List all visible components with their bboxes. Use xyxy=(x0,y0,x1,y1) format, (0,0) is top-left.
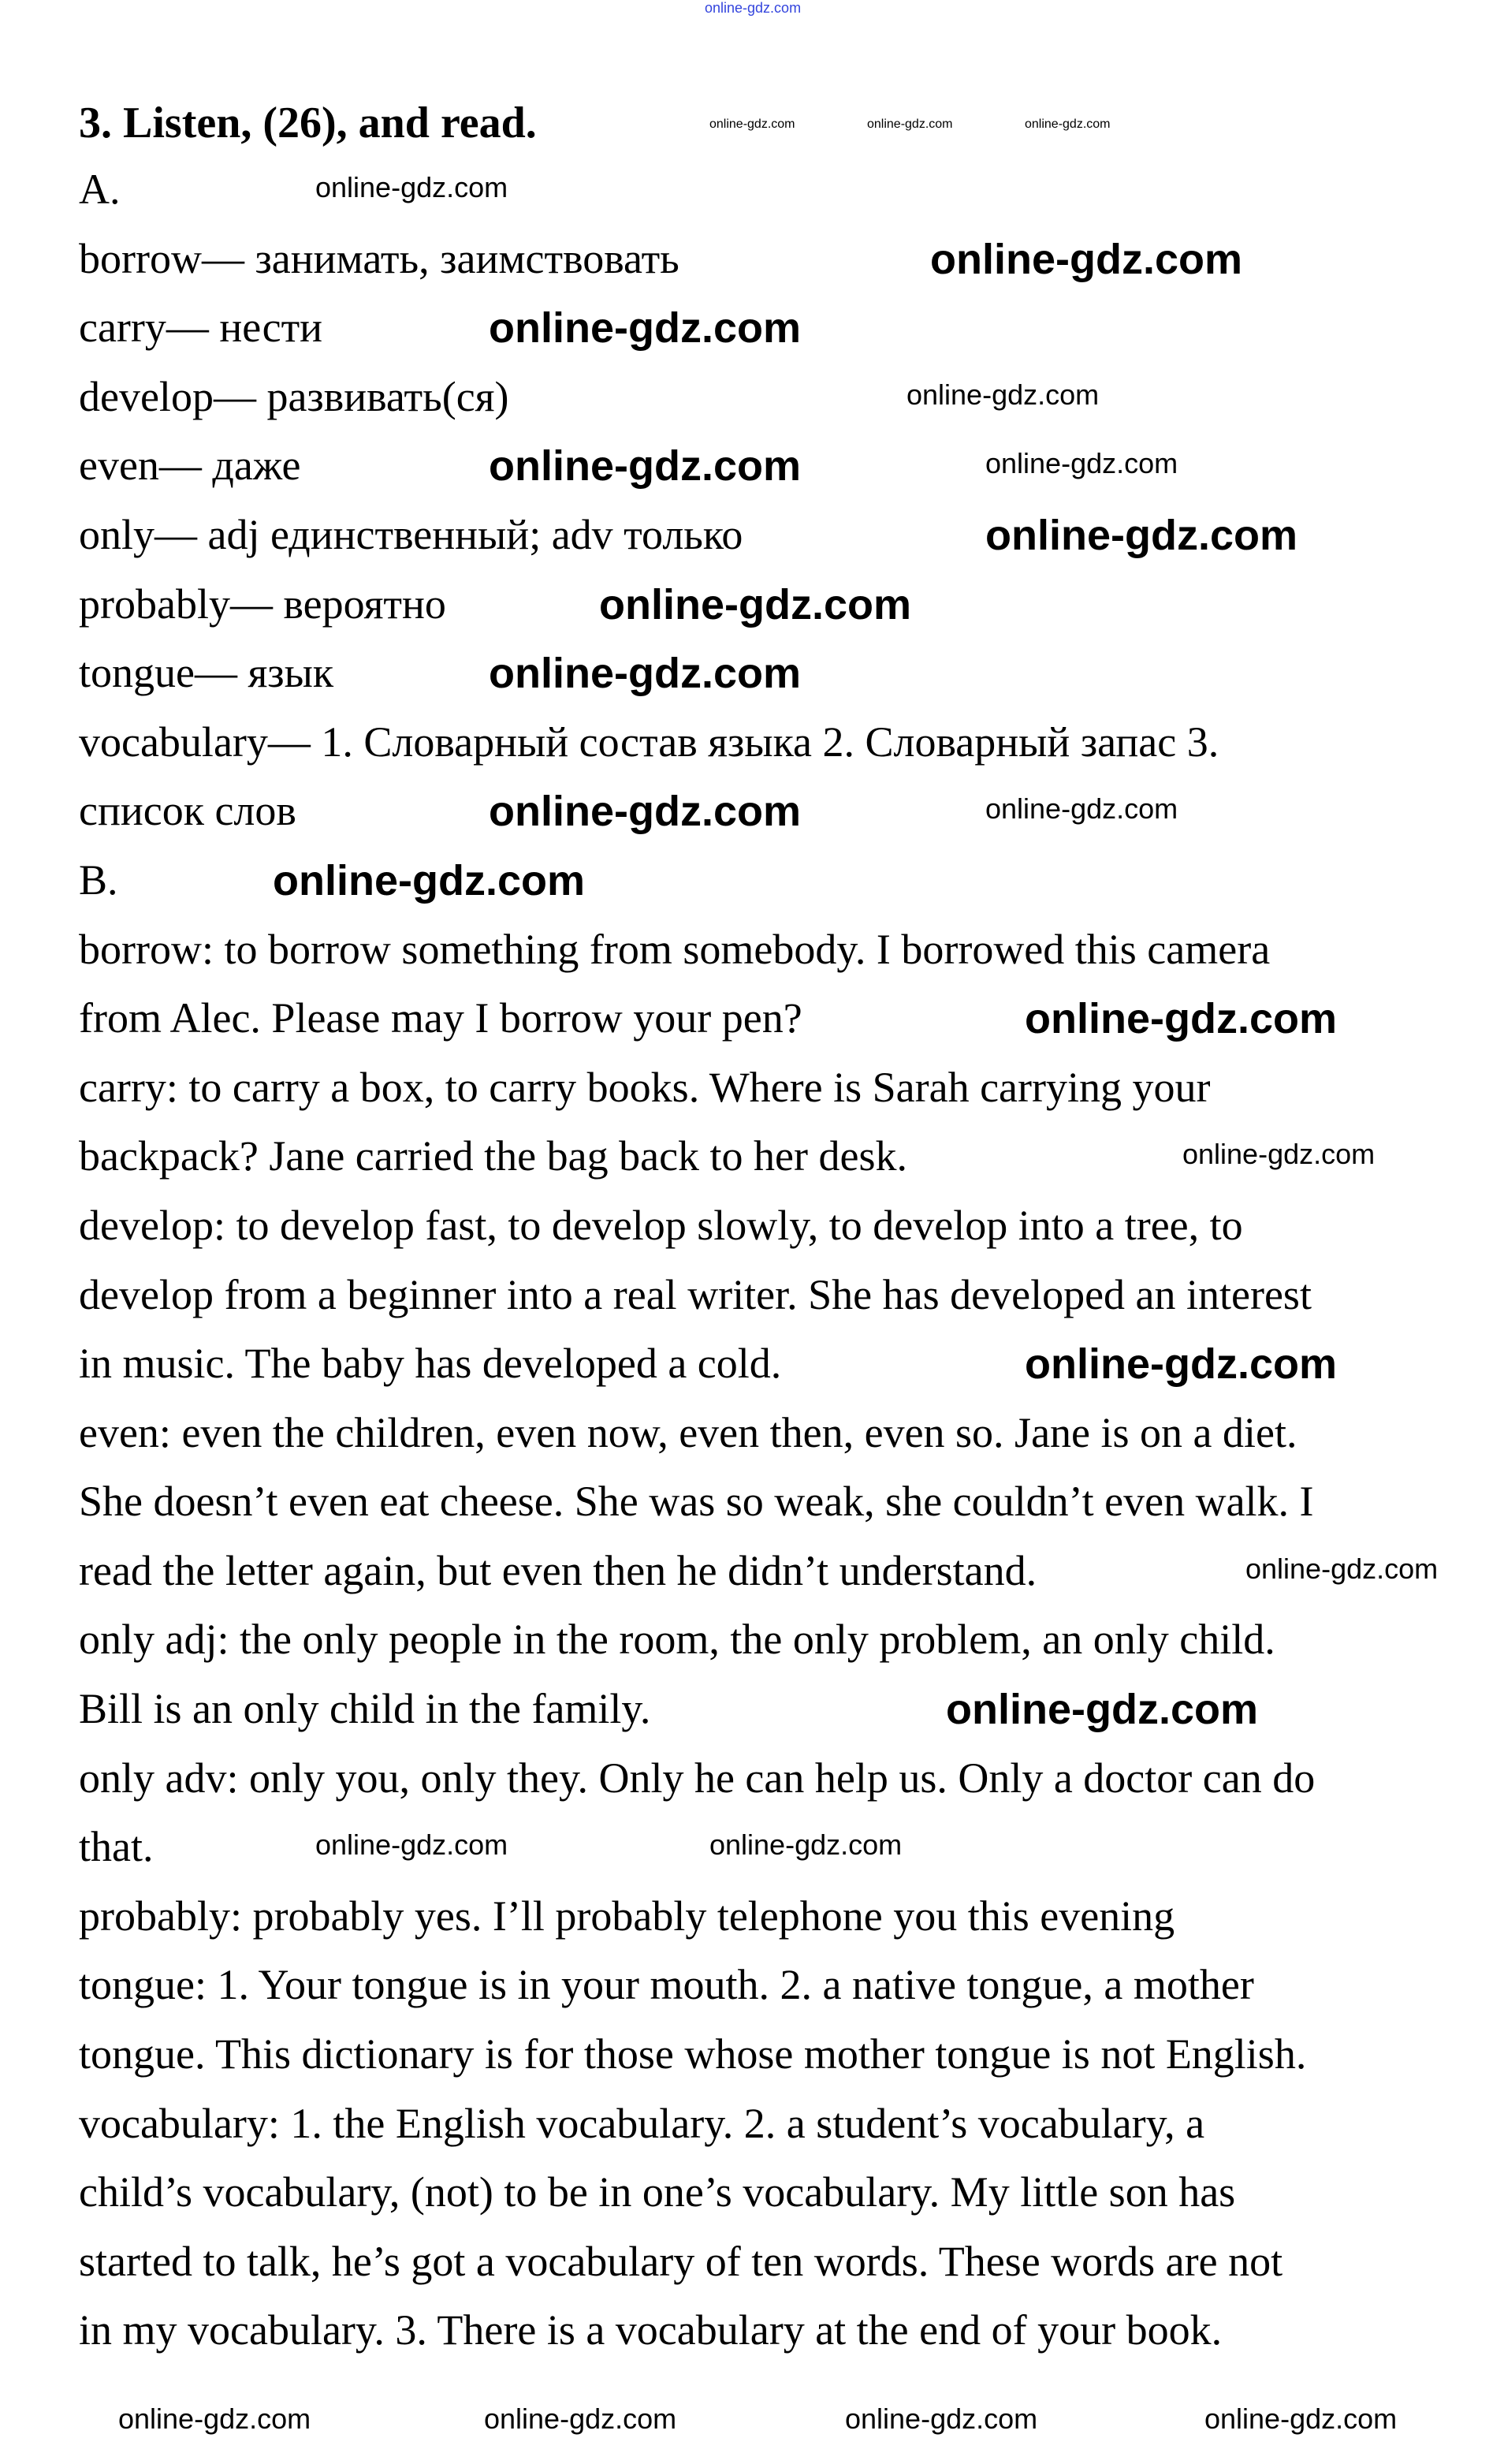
watermark: online-gdz.com xyxy=(489,788,801,835)
vocab-entry: borrow— занимать, заимствовать xyxy=(79,234,679,282)
watermark: online-gdz.com xyxy=(489,442,801,490)
watermark: online-gdz.com xyxy=(489,304,801,352)
watermark: online-gdz.com xyxy=(709,117,795,131)
watermark: online-gdz.com xyxy=(1182,1138,1376,1170)
example-line: only adj: the only people in the room, the only problem, an only child. xyxy=(79,1616,1275,1664)
example-line: probably: probably yes. I’ll probably telephone you this evening xyxy=(79,1892,1175,1940)
watermark: online-gdz.com xyxy=(906,378,1100,411)
watermark: online-gdz.com xyxy=(930,236,1242,283)
watermark: online-gdz.com xyxy=(1025,1340,1337,1388)
watermark: online-gdz.com xyxy=(484,2402,677,2435)
watermark: online-gdz.com xyxy=(599,581,911,628)
example-line: Bill is an only child in the family. xyxy=(79,1685,651,1733)
example-line: in music. The baby has developed a cold. xyxy=(79,1340,782,1388)
vocab-entry: список слов xyxy=(79,787,296,835)
watermark: online-gdz.com xyxy=(489,650,801,697)
vocab-entry: only— adj единственный; adv только xyxy=(79,510,743,558)
example-line: borrow: to borrow something from somebody. I borrowed this camera xyxy=(79,925,1271,973)
watermark: online-gdz.com xyxy=(985,512,1297,559)
example-line: develop from a beginner into a real writer. She has developed an interest xyxy=(79,1270,1312,1318)
example-line: started to talk, he’s got a vocabulary of ten words. These words are not xyxy=(79,2237,1283,2285)
watermark: online-gdz.com xyxy=(1245,1553,1439,1585)
vocab-entry: tongue— язык xyxy=(79,649,334,697)
watermark: online-gdz.com xyxy=(315,1828,508,1861)
watermark: online-gdz.com xyxy=(273,857,585,904)
vocab-entry: develop— развивать(ся) xyxy=(79,372,509,420)
exercise-title: 3. Listen, (26), and read. xyxy=(79,99,537,147)
vocab-entry: even— даже xyxy=(79,442,301,490)
example-line: tongue: 1. Your tongue is in your mouth. 2. a native tongue, a mother xyxy=(79,1961,1254,2009)
example-line: carry: to carry a box, to carry books. Where is Sarah carrying your xyxy=(79,1063,1211,1111)
watermark: online-gdz.com xyxy=(1025,117,1111,131)
vocab-entry: vocabulary— 1. Словарный состав языка 2. Словарный запас 3. xyxy=(79,718,1219,766)
watermark: online-gdz.com xyxy=(1204,2402,1398,2435)
section-b-label: B. xyxy=(79,856,118,904)
vocab-entry: probably— вероятно xyxy=(79,580,446,628)
watermark: online-gdz.com xyxy=(985,792,1178,825)
example-line: from Alec. Please may I borrow your pen? xyxy=(79,994,802,1042)
example-line: She doesn’t even eat cheese. She was so weak, she couldn’t even walk. I xyxy=(79,1478,1314,1526)
example-line: only adv: only you, only they. Only he can help us. Only a doctor can do xyxy=(79,1754,1316,1802)
watermark: online-gdz.com xyxy=(118,2402,311,2435)
section-a-label: A. xyxy=(79,166,121,213)
example-line: develop: to develop fast, to develop slowly, to develop into a tree, to xyxy=(79,1201,1243,1249)
vocab-entry: carry— нести xyxy=(79,304,323,352)
watermark: online-gdz.com xyxy=(1025,995,1337,1042)
watermark: online-gdz.com xyxy=(985,447,1178,479)
watermark: online-gdz.com xyxy=(709,1828,903,1861)
example-line: read the letter again, but even then he didn’t understand. xyxy=(79,1546,1037,1594)
watermark: online-gdz.com xyxy=(946,1686,1258,1733)
watermark: online-gdz.com xyxy=(867,117,953,131)
top-watermark: online-gdz.com xyxy=(705,0,802,16)
example-line: vocabulary: 1. the English vocabulary. 2. a student’s vocabulary, a xyxy=(79,2099,1205,2147)
watermark: online-gdz.com xyxy=(315,171,508,203)
example-line: even: even the children, even now, even then, even so. Jane is on a diet. xyxy=(79,1408,1297,1456)
example-line: tongue. This dictionary is for those whose mother tongue is not English. xyxy=(79,2030,1307,2078)
watermark: online-gdz.com xyxy=(845,2402,1038,2435)
example-line: backpack? Jane carried the bag back to her desk. xyxy=(79,1132,907,1180)
example-line: that. xyxy=(79,1823,154,1871)
example-line: in my vocabulary. 3. There is a vocabulary at the end of your book. xyxy=(79,2306,1223,2354)
example-line: child’s vocabulary, (not) to be in one’s vocabulary. My little son has xyxy=(79,2168,1236,2216)
